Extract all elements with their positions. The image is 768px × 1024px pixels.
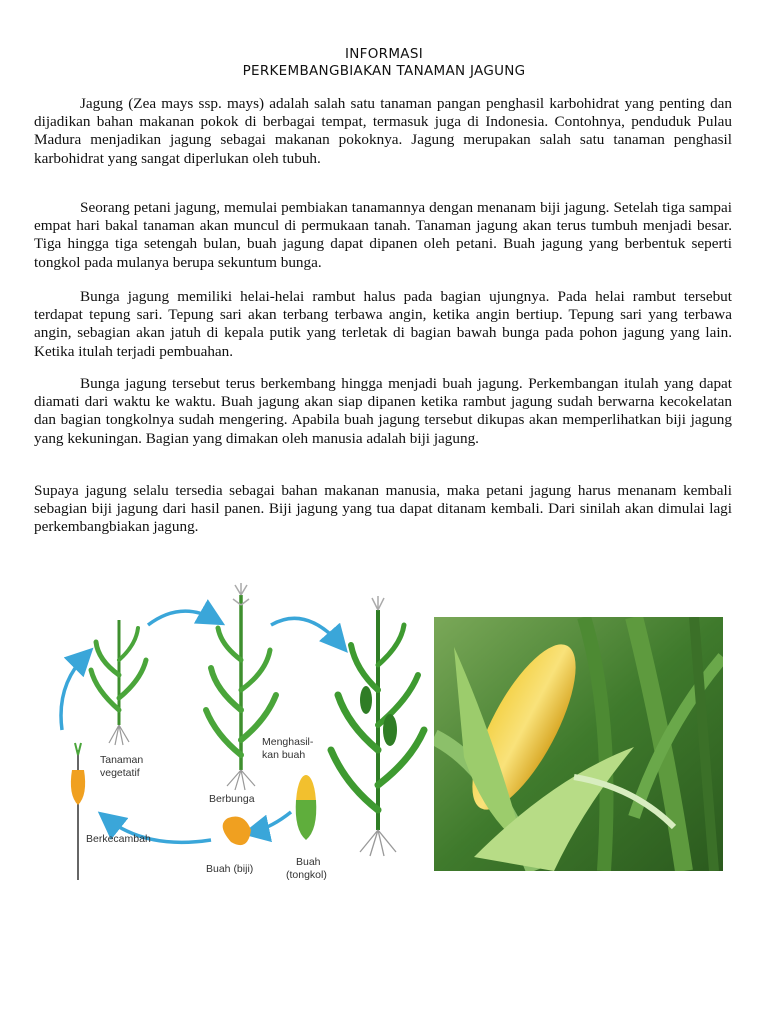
- vegetative-plant-icon: [91, 620, 146, 745]
- paragraph-pollination: Bunga jagung memiliki helai-helai rambut halus pada bagian ujungnya. Pada helai rambut tersebut terdapat tepung sari. Tepung sari akan terbang terbawa angin, ketika angin bertiup. Tepung sari yang terbawa angin, sebagian akan jatuh di kepala putik yang terletak di bagian bawah bunga pada pohon jagung yang lain. Ketika itulah terjadi pembuahan.: [34, 288, 732, 360]
- label-cob-line2: (tongkol): [286, 869, 327, 880]
- corn-field-photo: [434, 617, 723, 871]
- label-producing-line1: Menghasil-: [262, 736, 314, 748]
- paragraph-fruit: Bunga jagung tersebut terus berkembang hingga menjadi buah jagung. Perkembangan itulah yang dapat diamati dari waktu ke waktu. Buah jagung akan siap dipanen ketika rambut jagung sudah berwarna kecokelatan dan bagian tongkolnya sudah mengering. Apabila buah jagung tersebut dikupas akan memperlihatkan biji jagung yang kekuningan. Bagian yang dimakan oleh manusia adalah biji jagung.: [34, 375, 732, 447]
- label-producing-line2: kan buah: [262, 749, 306, 761]
- corn-cob-icon: [296, 775, 317, 840]
- paragraph-replanting: Supaya jagung selalu tersedia sebagai bahan makanan manusia, maka petani jagung harus menanam kembali sebagian biji jagung dari hasil panen. Biji jagung yang tua dapat ditanam kembali. Dari sinilah akan dimulai lagi perkembangbiakan jagung.: [34, 482, 732, 536]
- label-germinating: Berkecambah: [86, 833, 151, 845]
- label-vegetative-line2: vegetatif: [100, 767, 140, 779]
- document-title-line2: PERKEMBANGBIAKAN TANAMAN JAGUNG: [242, 63, 526, 79]
- label-vegetative-line1: Tanaman: [100, 754, 144, 766]
- paragraph-planting: Seorang petani jagung, memulai pembiakan tanamannya dengan menanam biji jagung. Setelah tiga sampai empat hari bakal tanaman akan muncul di permukaan tanah. Tanaman jagung akan terus tumbuh menjadi besar. Tiga hingga tiga setengah bulan, buah jagung dapat dipanen oleh petani. Buah jagung yang berbentuk seperti tongkol pada mulanya berupa sekuntum bunga.: [34, 199, 732, 271]
- document-title-line1: INFORMASI: [345, 46, 423, 62]
- label-flowering: Berbunga: [209, 793, 255, 805]
- corn-lifecycle-diagram: [56, 580, 436, 880]
- label-cob-line1: Buah: [296, 856, 321, 868]
- corn-seed-icon: [223, 817, 251, 846]
- paragraph-intro: Jagung (Zea mays ssp. mays) adalah salah satu tanaman pangan penghasil karbohidrat yang penting dan dijadikan bahan makanan pokok di berbagai tempat, termasuk juga di Indonesia. Contohnya, penduduk Pulau Madura menjadikan jagung sebagai makanan pokoknya. Jagung merupakan salah satu tanaman penghasil karbohidrat yang sangat diperlukan oleh tubuh.: [34, 95, 732, 167]
- germinating-seed-icon: [71, 743, 85, 880]
- fruiting-plant-icon: [331, 596, 424, 856]
- label-seed: Buah (biji): [206, 863, 254, 875]
